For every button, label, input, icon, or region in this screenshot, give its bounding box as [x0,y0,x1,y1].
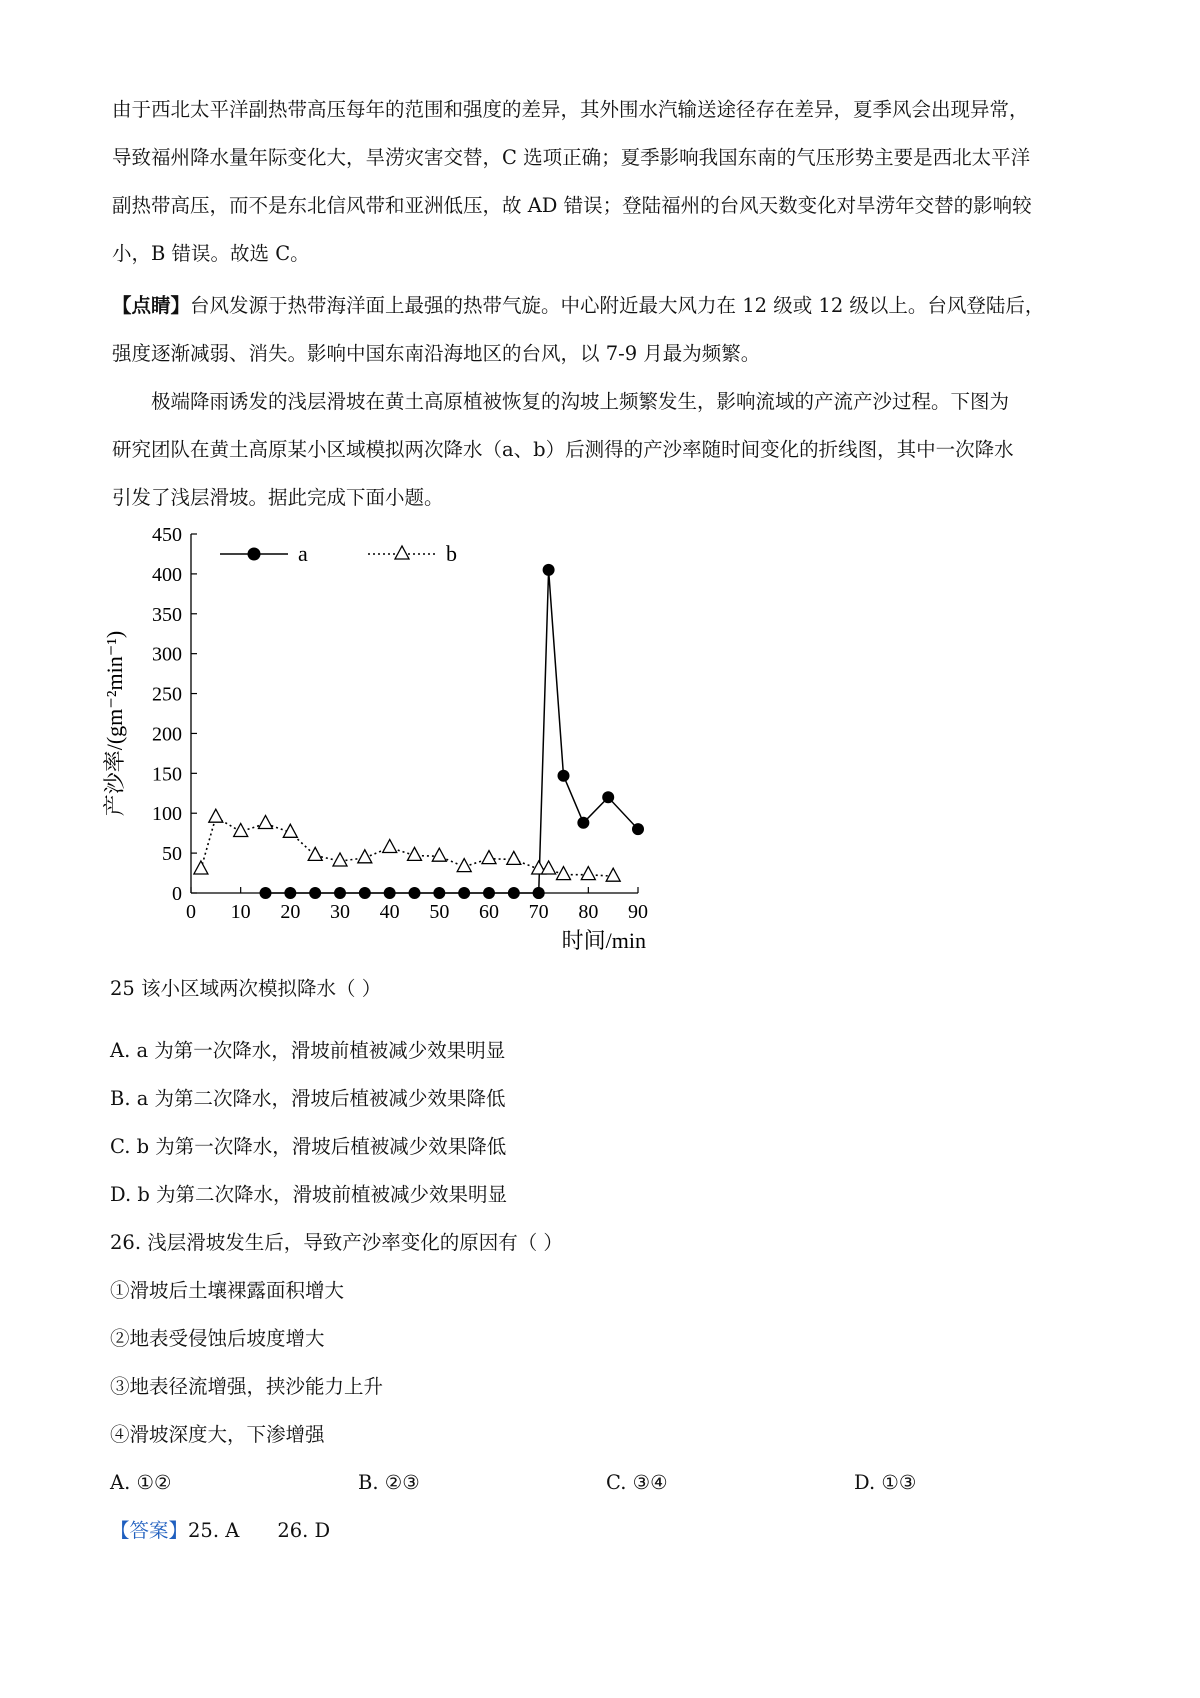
series-point-a [409,887,421,899]
intro-line: 由于西北太平洋副热带高压每年的范围和强度的差异，其外围水汽输送途径存在差异，夏季风会出现异常， [112,98,1029,121]
series-point-a [558,770,570,782]
q26-item-1: ①滑坡后土壤裸露面积增大 [110,1279,345,1302]
q25-option-b[interactable]: B. a 为第二次降水，滑坡后植被减少效果降低 [110,1087,506,1110]
y-axis-label: 产沙率/(gm⁻²min⁻¹) [102,630,127,817]
legend-label-a: a [298,541,308,566]
series-point-b [259,816,273,829]
series-point-a [359,887,371,899]
series-point-b [383,840,397,853]
q26-option-c[interactable]: C. ③④ [606,1471,668,1494]
series-point-a [602,791,614,803]
y-tick-label: 450 [152,524,182,546]
tip-text-1: 台风发源于热带海洋面上最强的热带气旋。中心附近最大风力在 12 级或 12 级以上。台风登陆后， [190,294,1045,317]
x-tick-label: 60 [479,901,499,923]
series-point-b [581,867,595,880]
passage-line: 引发了浅层滑坡。据此完成下面小题。 [112,486,444,509]
series-point-a [577,817,589,829]
y-tick-label: 50 [162,843,182,866]
series-point-a [458,887,470,899]
series-point-b [408,847,422,860]
x-tick-label: 0 [186,901,196,923]
passage-line: 极端降雨诱发的浅层滑坡在黄土高原植被恢复的沟坡上频繁发生，影响流域的产流产沙过程。下图为 [151,390,1010,413]
y-tick-label: 350 [152,603,182,626]
series-point-a [284,887,296,899]
x-tick-label: 70 [528,901,549,923]
series-point-b [542,861,556,874]
legend-marker-a [248,548,261,561]
x-tick-label: 50 [429,901,450,923]
answer-25: 25. A [188,1519,240,1542]
legend-marker-b [395,546,409,559]
q25-option-c[interactable]: C. b 为第一次降水，滑坡后植被减少效果降低 [110,1135,507,1158]
legend-label-b: b [446,541,457,566]
q26-option-d[interactable]: D. ①③ [854,1471,917,1494]
q26-option-b[interactable]: B. ②③ [358,1471,420,1494]
series-point-a [334,887,346,899]
series-point-a [260,887,272,899]
y-tick-label: 0 [172,883,182,905]
intro-line: 副热带高压，而不是东北信风带和亚洲低压，故 AD 错误；登陆福州的台风天数变化对旱涝年交替的影响较 [112,194,1032,217]
passage-line: 研究团队在黄土高原某小区域模拟两次降水（a、b）后测得的产沙率随时间变化的折线图，其中一次降水 [112,438,1014,461]
x-tick-label: 80 [578,901,599,923]
series-line-a [266,570,639,893]
y-tick-label: 200 [152,723,182,746]
q26-option-a[interactable]: A. ①② [110,1471,172,1494]
x-tick-label: 90 [628,901,648,923]
y-tick-label: 250 [152,683,182,706]
series-point-b [557,867,571,880]
q25-option-a[interactable]: A. a 为第一次降水，滑坡前植被减少效果明显 [110,1039,506,1062]
answer-26: 26. D [277,1519,331,1542]
tip-line-2: 强度逐渐减弱、消失。影响中国东南沿海地区的台风，以 7-9 月最为频繁。 [112,342,761,365]
series-point-b [308,847,322,860]
series-point-b [234,824,248,837]
x-tick-label: 20 [280,901,301,923]
x-tick-label: 30 [330,901,350,923]
series-point-a [543,564,555,576]
series-point-a [533,887,545,899]
series-point-a [433,887,445,899]
q26-item-2: ②地表受侵蚀后坡度增大 [110,1327,325,1350]
series-point-b [209,809,223,822]
series-point-b [432,848,446,861]
answer-tag: 【答案】 [110,1519,189,1542]
series-point-b [333,853,347,866]
series-point-b [507,851,521,864]
tip-tag: 【点睛】 [112,294,191,317]
q25-option-d[interactable]: D. b 为第二次降水，滑坡前植被减少效果明显 [110,1183,508,1206]
series-point-b [457,859,471,872]
q25-stem: 25 该小区域两次模拟降水（ ） [110,977,382,1000]
series-point-b [283,824,297,837]
q26-stem: 26. 浅层滑坡发生后，导致产沙率变化的原因有（ ） [110,1231,563,1254]
q26-item-4: ④滑坡深度大，下渗增强 [110,1423,325,1446]
sediment-rate-chart [100,518,660,968]
tip-paragraph [112,282,1102,378]
intro-paragraph [112,86,1102,278]
series-point-b [358,850,372,863]
passage-paragraph [112,378,1102,522]
series-point-a [384,887,396,899]
x-tick-label: 10 [230,901,251,923]
y-tick-label: 150 [152,763,182,786]
y-tick-label: 300 [152,643,182,666]
series-point-a [309,887,321,899]
y-tick-label: 100 [152,803,182,826]
intro-line: 小，B 错误。故选 C。 [112,242,310,265]
answer-line [110,1516,330,1546]
series-point-b [482,851,496,864]
series-point-a [632,823,644,835]
y-tick-label: 400 [152,563,182,586]
series-point-a [483,887,495,899]
series-point-b [194,861,208,874]
x-axis-label: 时间/min [561,928,646,953]
x-tick-label: 40 [379,901,400,923]
tip-line-1 [112,282,1102,330]
chart-svg [100,518,660,968]
series-point-a [508,887,520,899]
q26-item-3: ③地表径流增强，挟沙能力上升 [110,1375,384,1398]
series-point-b [606,868,620,881]
intro-line: 导致福州降水量年际变化大，旱涝灾害交替，C 选项正确；夏季影响我国东南的气压形势主要是西北太平洋 [112,146,1031,169]
